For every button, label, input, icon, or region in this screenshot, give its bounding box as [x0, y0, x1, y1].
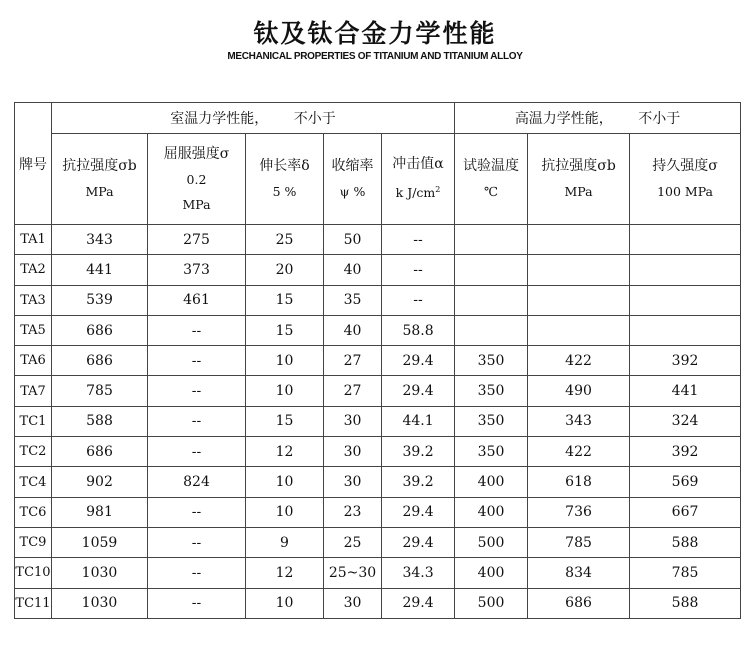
- value-cell: [455, 315, 528, 345]
- value-cell: 400: [455, 497, 528, 527]
- page-title: 钛及钛合金力学性能: [253, 19, 497, 48]
- value-cell: 15: [246, 315, 324, 345]
- value-cell: 686: [52, 315, 148, 345]
- col-header-yield: 屈服强度σ 0.2 MPa: [148, 134, 246, 225]
- value-cell: 10: [246, 467, 324, 497]
- value-cell: [630, 225, 741, 255]
- grade-cell: TC10: [15, 558, 52, 588]
- value-cell: 441: [630, 376, 741, 406]
- table-row: [15, 315, 741, 345]
- value-cell: 275: [148, 225, 246, 255]
- value-cell: 324: [630, 406, 741, 436]
- value-cell: 15: [246, 406, 324, 436]
- value-cell: 30: [324, 467, 382, 497]
- value-cell: 15: [246, 285, 324, 315]
- grade-cell: TC2: [15, 437, 52, 467]
- value-cell: 40: [324, 255, 382, 285]
- high-temp-group-header: 高温力学性能， 不小于: [455, 103, 741, 134]
- value-cell: 9: [246, 527, 324, 557]
- grade-cell: TC9: [15, 527, 52, 557]
- value-cell: 400: [455, 558, 528, 588]
- value-cell: --: [148, 346, 246, 376]
- grade-cell: TC4: [15, 467, 52, 497]
- value-cell: 422: [528, 437, 630, 467]
- col-header-impact: 冲击值α k $J/cm^2$: [382, 134, 455, 225]
- value-cell: 39.2: [382, 467, 455, 497]
- value-cell: 20: [246, 255, 324, 285]
- value-cell: 1059: [52, 527, 148, 557]
- value-cell: [630, 285, 741, 315]
- value-cell: 785: [52, 376, 148, 406]
- value-cell: 12: [246, 437, 324, 467]
- col-header-creep: 持久强度σ 100 MPa: [630, 134, 741, 225]
- value-cell: 350: [455, 346, 528, 376]
- value-cell: 392: [630, 346, 741, 376]
- value-cell: 588: [630, 527, 741, 557]
- value-cell: 1030: [52, 558, 148, 588]
- value-cell: 35: [324, 285, 382, 315]
- value-cell: 500: [455, 588, 528, 618]
- col-header-high-tensile: 抗拉强度σb MPa: [528, 134, 630, 225]
- col-header-elongation: 伸长率δ 5 %: [246, 134, 324, 225]
- value-cell: 25: [246, 225, 324, 255]
- value-cell: 441: [52, 255, 148, 285]
- grade-cell: TA1: [15, 225, 52, 255]
- room-temp-group-header: 室温力学性能， 不小于: [52, 103, 455, 134]
- grade-cell: TC11: [15, 588, 52, 618]
- table-row: [15, 497, 741, 527]
- value-cell: 39.2: [382, 437, 455, 467]
- value-cell: 30: [324, 437, 382, 467]
- value-cell: 1030: [52, 588, 148, 618]
- value-cell: 29.4: [382, 376, 455, 406]
- value-cell: 350: [455, 406, 528, 436]
- value-cell: 834: [528, 558, 630, 588]
- value-cell: 667: [630, 497, 741, 527]
- value-cell: 618: [528, 467, 630, 497]
- value-cell: 44.1: [382, 406, 455, 436]
- value-cell: 569: [630, 467, 741, 497]
- value-cell: 981: [52, 497, 148, 527]
- table-row: [15, 467, 741, 497]
- table-body: [15, 225, 741, 619]
- value-cell: 10: [246, 497, 324, 527]
- value-cell: 588: [630, 588, 741, 618]
- value-cell: --: [148, 315, 246, 345]
- value-cell: [528, 225, 630, 255]
- value-cell: 343: [52, 225, 148, 255]
- value-cell: [455, 255, 528, 285]
- value-cell: 29.4: [382, 346, 455, 376]
- value-cell: 461: [148, 285, 246, 315]
- value-cell: 400: [455, 467, 528, 497]
- value-cell: 736: [528, 497, 630, 527]
- value-cell: 686: [528, 588, 630, 618]
- value-cell: 350: [455, 376, 528, 406]
- value-cell: 25: [324, 527, 382, 557]
- col-header-tensile: 抗拉强度σb MPa: [52, 134, 148, 225]
- table-row: [15, 346, 741, 376]
- value-cell: [455, 225, 528, 255]
- value-cell: 30: [324, 588, 382, 618]
- table-row: [15, 588, 741, 618]
- value-cell: --: [382, 225, 455, 255]
- value-cell: [528, 285, 630, 315]
- col-header-test-temp: 试验温度 ℃: [455, 134, 528, 225]
- value-cell: 58.8: [382, 315, 455, 345]
- value-cell: 29.4: [382, 527, 455, 557]
- value-cell: [528, 315, 630, 345]
- table-row: [15, 285, 741, 315]
- grade-cell: TA5: [15, 315, 52, 345]
- value-cell: 686: [52, 346, 148, 376]
- value-cell: --: [148, 497, 246, 527]
- value-cell: 29.4: [382, 588, 455, 618]
- value-cell: 50: [324, 225, 382, 255]
- value-cell: 539: [52, 285, 148, 315]
- value-cell: 422: [528, 346, 630, 376]
- value-cell: 27: [324, 346, 382, 376]
- value-cell: --: [382, 255, 455, 285]
- grade-cell: TA3: [15, 285, 52, 315]
- value-cell: 350: [455, 437, 528, 467]
- value-cell: [630, 255, 741, 285]
- table-row: [15, 527, 741, 557]
- value-cell: 392: [630, 437, 741, 467]
- value-cell: 40: [324, 315, 382, 345]
- table-row: [15, 558, 741, 588]
- properties-table: [14, 102, 741, 619]
- table-row: [15, 255, 741, 285]
- value-cell: --: [148, 406, 246, 436]
- value-cell: 34.3: [382, 558, 455, 588]
- value-cell: 10: [246, 376, 324, 406]
- value-cell: 29.4: [382, 497, 455, 527]
- table-row: [15, 376, 741, 406]
- grade-header: 牌号: [15, 103, 52, 225]
- value-cell: 490: [528, 376, 630, 406]
- value-cell: [630, 315, 741, 345]
- value-cell: --: [148, 527, 246, 557]
- value-cell: --: [148, 588, 246, 618]
- value-cell: [528, 255, 630, 285]
- value-cell: 30: [324, 406, 382, 436]
- value-cell: 785: [528, 527, 630, 557]
- col-header-reduction: 收缩率 ψ %: [324, 134, 382, 225]
- value-cell: 27: [324, 376, 382, 406]
- table-row: [15, 437, 741, 467]
- value-cell: 25~30: [324, 558, 382, 588]
- value-cell: 500: [455, 527, 528, 557]
- page-subtitle: MECHANICAL PROPERTIES OF TITANIUM AND TITANIUM ALLOY: [227, 51, 523, 62]
- value-cell: --: [382, 285, 455, 315]
- grade-cell: TA7: [15, 376, 52, 406]
- value-cell: 686: [52, 437, 148, 467]
- value-cell: 902: [52, 467, 148, 497]
- value-cell: 343: [528, 406, 630, 436]
- grade-cell: TC6: [15, 497, 52, 527]
- value-cell: 10: [246, 346, 324, 376]
- grade-cell: TA6: [15, 346, 52, 376]
- value-cell: 12: [246, 558, 324, 588]
- value-cell: --: [148, 558, 246, 588]
- grade-cell: TC1: [15, 406, 52, 436]
- value-cell: 824: [148, 467, 246, 497]
- value-cell: 10: [246, 588, 324, 618]
- table-row: [15, 406, 741, 436]
- value-cell: 785: [630, 558, 741, 588]
- value-cell: 588: [52, 406, 148, 436]
- value-cell: [455, 285, 528, 315]
- value-cell: --: [148, 437, 246, 467]
- value-cell: 23: [324, 497, 382, 527]
- grade-cell: TA2: [15, 255, 52, 285]
- value-cell: --: [148, 376, 246, 406]
- table-row: [15, 225, 741, 255]
- value-cell: 373: [148, 255, 246, 285]
